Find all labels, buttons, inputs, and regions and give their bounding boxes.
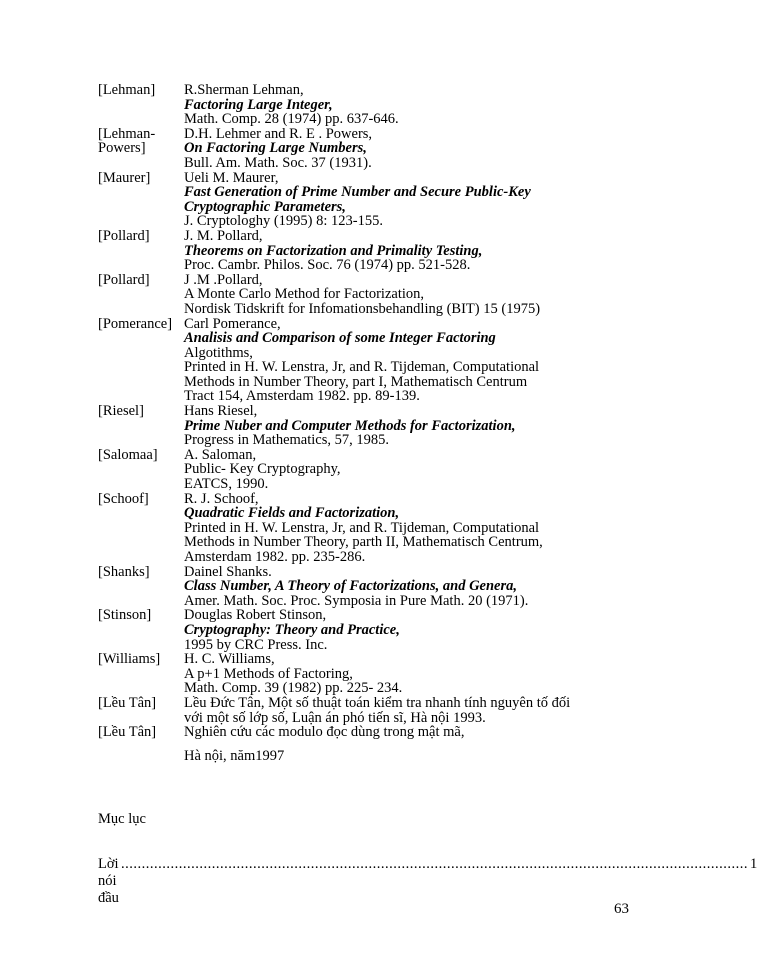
reference-title: Fast Generation of Prime Number and Secure Public-Key — [184, 184, 531, 201]
reference-tag — [98, 273, 184, 317]
reference-body — [184, 652, 658, 696]
reference-tag-text: [Riesel] — [98, 403, 144, 420]
reference-line: Ueli M. Maurer, — [184, 169, 279, 186]
reference-line: J .M .Pollard, — [184, 271, 263, 288]
reference-tag-text: [Lều Tân] — [98, 694, 157, 711]
reference-line: Methods in Number Theory, parth II, Mathematisch Centrum, — [184, 534, 543, 551]
reference-tag-text: [Lều Tân] — [98, 724, 157, 741]
reference-line: R.Sherman Lehman, — [184, 82, 304, 98]
reference-entry — [98, 448, 658, 492]
reference-line: R. J. Schoof, — [184, 490, 259, 507]
reference-body — [184, 492, 658, 565]
reference-title: Class Number, A Theory of Factorizations, and Genera, — [184, 578, 518, 595]
reference-line: Math. Comp. 28 (1974) pp. 637-646. — [184, 111, 399, 128]
reference-line: Methods in Number Theory, part I, Mathematisch Centrum — [184, 373, 528, 390]
reference-line: Math. Comp. 39 (1982) pp. 225- 234. — [184, 680, 403, 697]
reference-body — [184, 83, 658, 127]
reference-tag-text: [Williams] — [98, 651, 161, 668]
reference-tag-text: [Pomerance] — [98, 315, 173, 332]
reference-line: Lều Đức Tân, Một số thuật toán kiểm tra nhanh tính nguyên tố đối — [184, 694, 571, 711]
reference-title: Prime Nuber and Computer Methods for Factorization, — [184, 417, 516, 434]
reference-title: Analisis and Comparison of some Integer Factoring — [184, 330, 496, 347]
reference-tag — [98, 492, 184, 565]
reference-body — [184, 273, 658, 317]
toc-entry-page: 1 — [749, 856, 757, 872]
reference-line: Printed in H. W. Lenstra, Jr, and R. Tijdeman, Computational — [184, 359, 540, 376]
reference-entry — [98, 404, 658, 448]
reference-title: Cryptography: Theory and Practice, — [184, 621, 400, 638]
toc-leader-dots: ........................................................................................................................................................ — [120, 856, 748, 872]
reference-line: Tract 154, Amsterdam 1982. pp. 89-139. — [184, 388, 420, 405]
reference-line: EATCS, 1990. — [184, 476, 269, 493]
reference-tag-text: [Salomaa] — [98, 446, 158, 463]
reference-line: Proc. Cambr. Philos. Soc. 76 (1974) pp. 521-528. — [184, 257, 471, 274]
reference-tag-text: Powers] — [98, 140, 146, 157]
reference-tag — [98, 725, 184, 763]
page-number: 63 — [614, 901, 629, 917]
reference-entry — [98, 317, 658, 405]
reference-line: D.H. Lehmer and R. E . Powers, — [184, 125, 373, 142]
reference-tag — [98, 404, 184, 448]
reference-tag-text: [Pollard] — [98, 227, 150, 244]
reference-entry — [98, 273, 658, 317]
reference-entry — [98, 127, 658, 171]
reference-line: A Monte Carlo Method for Factorization, — [184, 286, 425, 303]
reference-line: A. Saloman, — [184, 446, 257, 463]
reference-line: với một số lớp số, Luận án phó tiến sĩ, Hà nội 1993. — [184, 709, 486, 726]
reference-entry — [98, 652, 658, 696]
reference-entry — [98, 696, 658, 725]
reference-line: J. M. Pollard, — [184, 227, 263, 244]
reference-body — [184, 696, 658, 725]
reference-line: Hans Riesel, — [184, 403, 258, 420]
reference-entry — [98, 229, 658, 273]
reference-line: Amsterdam 1982. pp. 235-286. — [184, 549, 366, 565]
reference-tag-text: [Lehman- — [98, 125, 156, 142]
reference-tag — [98, 317, 184, 405]
reference-body — [184, 448, 658, 492]
reference-tag-text: [Lehman] — [98, 82, 156, 98]
reference-title: Factoring Large Integer, — [184, 96, 333, 113]
reference-line: Hà nội, năm1997 — [184, 747, 285, 764]
reference-line: Progress in Mathematics, 57, 1985. — [184, 432, 389, 449]
toc-entry[interactable] — [98, 856, 757, 907]
reference-line: J. Cryptologhy (1995) 8: 123-155. — [184, 213, 383, 230]
reference-tag — [98, 696, 184, 725]
reference-body — [184, 608, 658, 652]
reference-line: Nordisk Tidskrift for Infomationsbehandling (BIT) 15 (1975) — [184, 300, 541, 317]
reference-line: Dainel Shanks. — [184, 563, 272, 580]
reference-body — [184, 317, 658, 405]
reference-list — [98, 83, 658, 763]
reference-tag-text: [Pollard] — [98, 271, 150, 288]
reference-tag — [98, 83, 184, 127]
reference-tag-text: [Shanks] — [98, 563, 150, 580]
reference-line: Carl Pomerance, — [184, 315, 281, 332]
reference-line: A p+1 Methods of Factoring, — [184, 665, 353, 682]
reference-line: Printed in H. W. Lenstra, Jr, and R. Tijdeman, Computational — [184, 519, 540, 536]
reference-title: Quadratic Fields and Factorization, — [184, 505, 400, 522]
reference-tag-text: [Schoof] — [98, 490, 149, 507]
reference-entry — [98, 171, 658, 229]
reference-title: Theorems on Factorization and Primality Testing, — [184, 242, 483, 259]
toc-heading: Mục lục — [98, 811, 146, 827]
reference-line: H. C. Williams, — [184, 651, 275, 668]
reference-tag — [98, 127, 184, 171]
reference-body — [184, 404, 658, 448]
reference-line: 1995 by CRC Press. Inc. — [184, 636, 328, 653]
reference-entry — [98, 725, 658, 763]
reference-body — [184, 127, 658, 171]
reference-tag — [98, 171, 184, 229]
reference-line: Amer. Math. Soc. Proc. Symposia in Pure Math. 20 (1971). — [184, 592, 529, 609]
reference-line: Algotithms, — [184, 344, 253, 361]
reference-entry — [98, 492, 658, 565]
reference-entry — [98, 565, 658, 609]
reference-tag-text: [Maurer] — [98, 169, 151, 186]
reference-line: Public- Key Cryptography, — [184, 461, 341, 478]
reference-entry — [98, 83, 658, 127]
reference-line: Douglas Robert Stinson, — [184, 607, 327, 624]
reference-tag — [98, 652, 184, 696]
reference-line: Bull. Am. Math. Soc. 37 (1931). — [184, 154, 372, 171]
toc-entry-label: Lời nói đầu — [98, 856, 119, 906]
reference-body — [184, 725, 658, 763]
reference-body — [184, 229, 658, 273]
reference-tag-text: [Stinson] — [98, 607, 152, 624]
reference-body — [184, 171, 658, 229]
reference-tag — [98, 448, 184, 492]
reference-title: On Factoring Large Numbers, — [184, 140, 367, 157]
reference-body — [184, 565, 658, 609]
reference-line: Nghiên cứu các modulo đọc dùng trong mật mã, — [184, 724, 465, 741]
reference-tag — [98, 565, 184, 609]
reference-tag — [98, 229, 184, 273]
reference-tag — [98, 608, 184, 652]
reference-entry — [98, 608, 658, 652]
reference-title: Cryptographic Parameters, — [184, 198, 346, 215]
